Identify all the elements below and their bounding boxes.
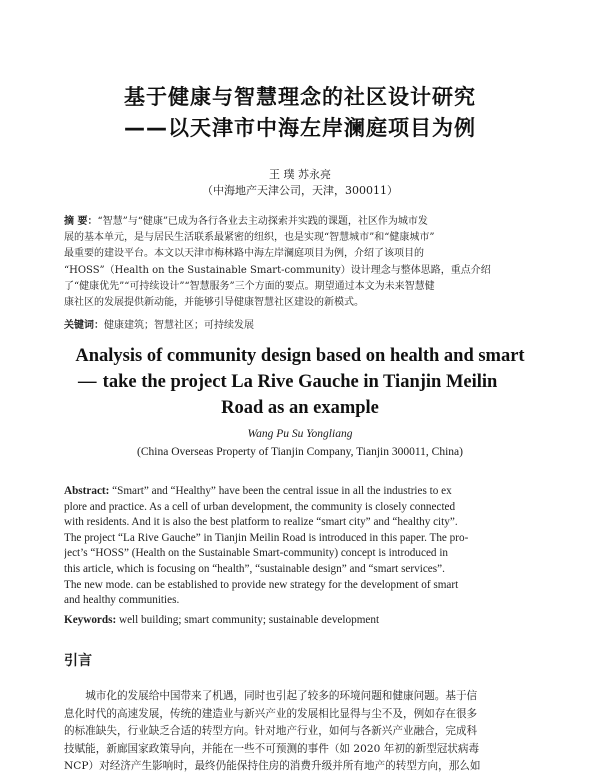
keywords-en-label: Keywords: [64, 614, 117, 626]
body-line: 技赋能，新廊国家政策导向，并能在一些不可预测的事件（如 2020 年初的新型冠状病毒 [64, 742, 480, 755]
abstract-en-line: ject’s “HOSS” (Health on the Sustainable Smart-community) concept is introduced in [64, 547, 449, 560]
keywords-en-text: well building; smart community; sustainable development [116, 614, 380, 626]
keywords-en [64, 613, 540, 629]
affiliation-en: (China Overseas Property of Tianjin Company, Tianjin 300011, China) [137, 446, 463, 458]
abstract-en-line: plore and practice. As a cell of urban development, the community is closely connected [64, 500, 456, 513]
title-en-line2: — take the project La Rive Gauche in Tianjin Meilin [78, 372, 498, 392]
title-cn-line1: 基于健康与智慧理念的社区设计研究 [124, 85, 476, 109]
abstract-cn-line: 展的基本单元，是与居民生活联系最紧密的纽织，也是实现“智慧城市”和“健康城市” [64, 232, 435, 244]
section-heading: 引言 [64, 653, 92, 669]
body-line: NCP）对经济产生影响时，最终仍能保持住房的消费升级并所有地产的转型方向，那么如 [64, 760, 481, 772]
title-en-line3: Road as an example [221, 398, 379, 418]
keywords-cn-text: 健康建筑；智慧社区；可持续发展 [104, 320, 254, 331]
abstract-cn-label: 摘 要： [64, 216, 98, 227]
abstract-en-line: The new mode. can be established to provide new strategy for the development of smart [64, 578, 459, 591]
abstract-en [64, 484, 540, 609]
abstract-en-line: with residents. And it is also the best platform to realize “smart city” and “healthy city”. [64, 516, 458, 529]
abstract-cn-line: “HOSS”（Health on the Sustainable Smart-community）设计理念与整体思路，重点介绍 [64, 264, 491, 276]
keywords-cn [64, 318, 538, 334]
abstract-cn-line: 了“健康优先”“可持续设计”“智慧服务”三个方面的要点。期望通过本文为未来智慧健 [64, 280, 435, 292]
abstract-cn-line: 康社区的发展提供新动能，并能够引导健康智慧社区建设的新模式。 [64, 297, 364, 309]
authors-en: Wang Pu Su Yongliang [247, 428, 353, 440]
abstract-cn-line: 摘 要：“智慧”与“健康”已成为各行各业去主动探索并实践的课题，社区作为城市发 [64, 216, 428, 227]
body-line: 息化时代的高速发展，传统的建造业与新兴产业的发展相比显得与尘不及，例如存在很多 [64, 707, 478, 720]
title-cn-line2: ——以天津市中海左岸澜庭项目为例 [124, 116, 476, 140]
abstract-cn [64, 214, 538, 311]
keywords-cn-label: 关键词： [64, 320, 104, 331]
abstract-en-line: Abstract: “Smart” and “Healthy” have been the central issue in all the industries to ex [64, 485, 452, 497]
authors-cn: 王 璞 苏永亮 [269, 168, 331, 181]
abstract-en-line: and healthy communities. [64, 594, 180, 607]
abstract-en-line: this article, which is focusing on “health”, “sustainable design” and “smart services”. [64, 562, 445, 575]
body-line: 城市化的发展给中国带来了机遇，同时也引起了较多的环境问题和健康问题。基于信 [85, 690, 478, 702]
title-en-line1: Analysis of community design based on health and smart [75, 346, 525, 366]
title-en-dash: — [78, 372, 97, 392]
abstract-en-line: The project “La Rive Gauche” in Tianjin Meilin Road is introduced in this paper. The pro- [64, 531, 469, 544]
abstract-cn-line: 最重要的建设平台。本文以天津市梅林路中海左岸澜庭项目为例，介绍了该项目的 [64, 248, 424, 260]
body-paragraph [64, 688, 542, 776]
abstract-en-label: Abstract: [64, 485, 110, 497]
body-line: 的标准缺失，行业缺乏合适的转型方向。针对地产行业，如何与各新兴产业融合，完成科 [64, 725, 478, 737]
affiliation-cn: （中海地产天津公司，天津，300011） [202, 184, 398, 197]
